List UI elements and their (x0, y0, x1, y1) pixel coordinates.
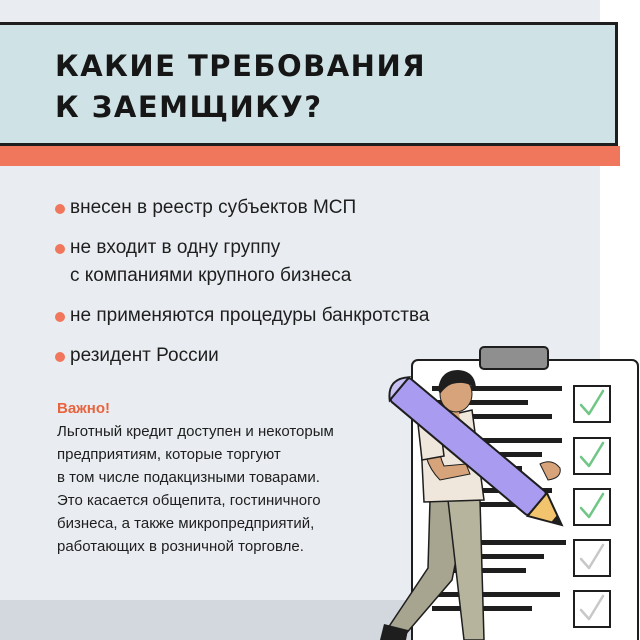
list-item-text: не применяются процедуры банкротства (70, 305, 430, 326)
checklist-illustration (370, 340, 640, 640)
title-line-1: КАКИЕ ТРЕБОВАНИЯ (55, 49, 427, 83)
list-item (50, 234, 429, 290)
checkbox-icon (574, 540, 610, 576)
note-body (57, 420, 407, 558)
page-title (55, 46, 426, 128)
bullet-dot-icon (55, 312, 65, 322)
note-heading: Важно! (57, 400, 111, 417)
list-item-text: с компаниями крупного бизнеса (70, 265, 352, 286)
banner-accent-strip (0, 146, 620, 166)
clipboard-clip (480, 347, 548, 369)
note-line: работающих в розничной торговле. (57, 538, 304, 555)
title-line-2: К ЗАЕМЩИКУ? (55, 90, 323, 124)
checkbox-icon (574, 386, 610, 422)
note-line: Это касается общепита, гостиничного (57, 492, 321, 509)
important-note (57, 398, 407, 558)
list-item-text: не входит в одну группу (70, 237, 281, 258)
bullet-dot-icon (55, 244, 65, 254)
bullet-dot-icon (55, 204, 65, 214)
list-item (50, 302, 429, 330)
list-item-text: внесен в реестр субъектов МСП (70, 197, 357, 218)
note-line: Льготный кредит доступен и некоторым (57, 423, 334, 440)
bullet-dot-icon (55, 352, 65, 362)
checkbox-icon (574, 438, 610, 474)
list-item (50, 194, 429, 222)
checkbox-icon (574, 489, 610, 525)
note-line: предприятиям, которые торгуют (57, 446, 281, 463)
note-line: в том числе подакцизными товарами. (57, 469, 320, 486)
checkbox-icon (574, 591, 610, 627)
note-line: бизнеса, а также микропредприятий, (57, 515, 315, 532)
list-item-text: резидент России (70, 345, 219, 366)
